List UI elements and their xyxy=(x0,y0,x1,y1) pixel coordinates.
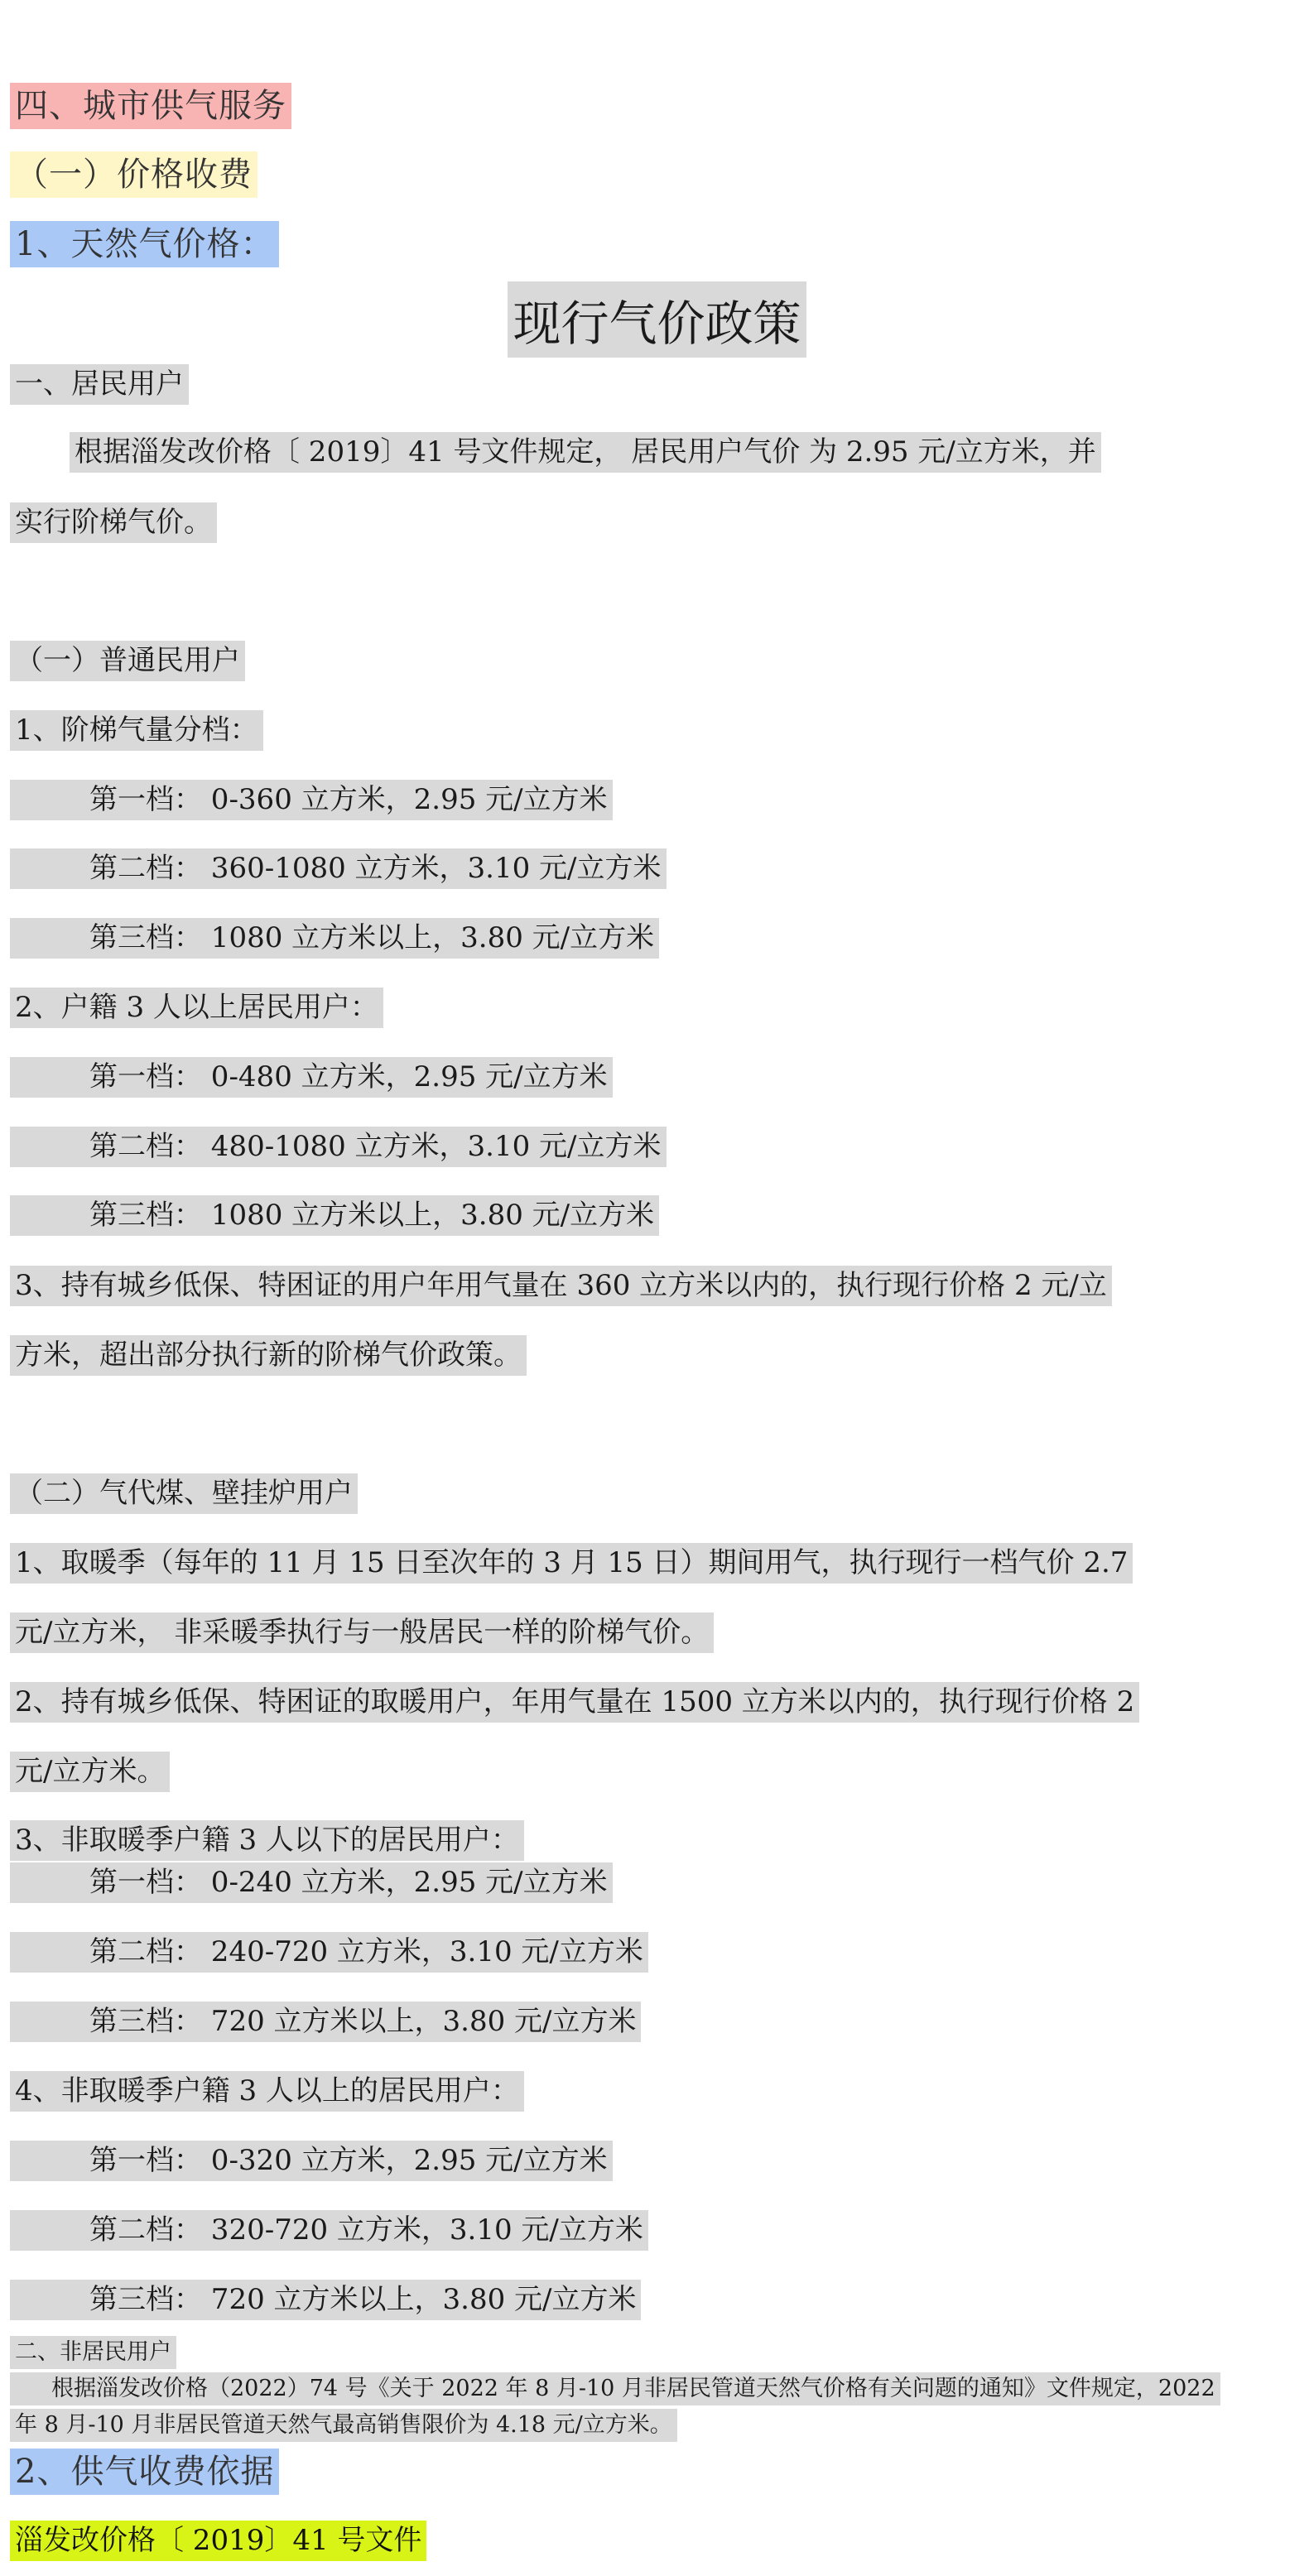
heating-season-line-1: 1、取暖季（每年的 11 月 15 日至次年的 3 月 15 日）期间用气，执行现行一档气价 2.7 xyxy=(10,1543,1133,1584)
billing-basis-document: 淄发改价格〔 2019〕41 号文件 xyxy=(10,2521,426,2561)
section-heading-city-gas-service: 四、城市供气服务 xyxy=(10,83,291,129)
heading-above-3-nonheating: 4、非取暖季户籍 3 人以上的居民用户： xyxy=(10,2071,524,2112)
low-income-line-1: 3、持有城乡低保、特困证的用户年用气量在 360 立方米以内的，执行现行价格 2 元/立 xyxy=(10,1266,1112,1306)
heading-coal-to-gas-users: （二）气代煤、壁挂炉用户 xyxy=(10,1473,358,1514)
tier-row-3: 第三档： 1080 立方米以上，3.80 元/立方米 xyxy=(10,918,659,959)
heating-season-line-2: 元/立方米， 非采暖季执行与一般居民一样的阶梯气价。 xyxy=(10,1612,714,1653)
heading-resident-users: 一、居民用户 xyxy=(10,364,189,405)
tier-row-2: 第二档： 360-1080 立方米，3.10 元/立方米 xyxy=(10,848,667,889)
heading-nonresident-users: 二、非居民用户 xyxy=(10,2336,176,2369)
above3-tier-row-2: 第二档： 320-720 立方米，3.10 元/立方米 xyxy=(10,2210,648,2251)
below3-tier-row-1: 第一档： 0-240 立方米，2.95 元/立方米 xyxy=(10,1862,613,1903)
heating-low-income-line-2: 元/立方米。 xyxy=(10,1752,170,1792)
heading-billing-basis: 2、供气收费依据 xyxy=(10,2449,279,2495)
heading-gas-price: 1、天然气价格： xyxy=(10,221,279,267)
tier-row-1: 第一档： 0-360 立方米，2.95 元/立方米 xyxy=(10,780,613,820)
heading-ordinary-users: （一）普通民用户 xyxy=(10,641,245,681)
nonresident-line-1: 根据淄发改价格（2022）74 号《关于 2022 年 8 月-10 月非居民管道天然气价格有关问题的通知》文件规定，2022 xyxy=(10,2372,1220,2405)
above3-tier-row-3: 第三档： 720 立方米以上，3.80 元/立方米 xyxy=(10,2280,641,2320)
household3-tier-row-1: 第一档： 0-480 立方米，2.95 元/立方米 xyxy=(10,1057,613,1098)
below3-tier-row-3: 第三档： 720 立方米以上，3.80 元/立方米 xyxy=(10,2002,641,2042)
heading-below-3-nonheating: 3、非取暖季户籍 3 人以下的居民用户： xyxy=(10,1820,524,1861)
subsection-heading-pricing: （一）价格收费 xyxy=(10,151,258,198)
household3-tier-row-3: 第三档： 1080 立方米以上，3.80 元/立方米 xyxy=(10,1195,659,1236)
heading-tier-brackets: 1、阶梯气量分档： xyxy=(10,710,263,751)
document-title: 现行气价政策 xyxy=(508,281,806,358)
household3-tier-row-2: 第二档： 480-1080 立方米，3.10 元/立方米 xyxy=(10,1127,667,1167)
below3-tier-row-2: 第二档： 240-720 立方米，3.10 元/立方米 xyxy=(10,1932,648,1973)
heating-low-income-line-1: 2、持有城乡低保、特困证的取暖用户，年用气量在 1500 立方米以内的，执行现行价格 2 xyxy=(10,1682,1139,1723)
low-income-line-2: 方米，超出部分执行新的阶梯气价政策。 xyxy=(10,1335,527,1376)
heading-household-3-plus: 2、户籍 3 人以上居民用户： xyxy=(10,988,383,1028)
resident-intro-line-2: 实行阶梯气价。 xyxy=(10,502,217,543)
resident-intro-line-1: 根据淄发改价格〔 2019〕41 号文件规定， 居民用户气价 为 2.95 元/立方米，并 xyxy=(70,432,1101,473)
nonresident-line-2: 年 8 月-10 月非居民管道天然气最高销售限价为 4.18 元/立方米。 xyxy=(10,2409,677,2442)
above3-tier-row-1: 第一档： 0-320 立方米，2.95 元/立方米 xyxy=(10,2141,613,2181)
